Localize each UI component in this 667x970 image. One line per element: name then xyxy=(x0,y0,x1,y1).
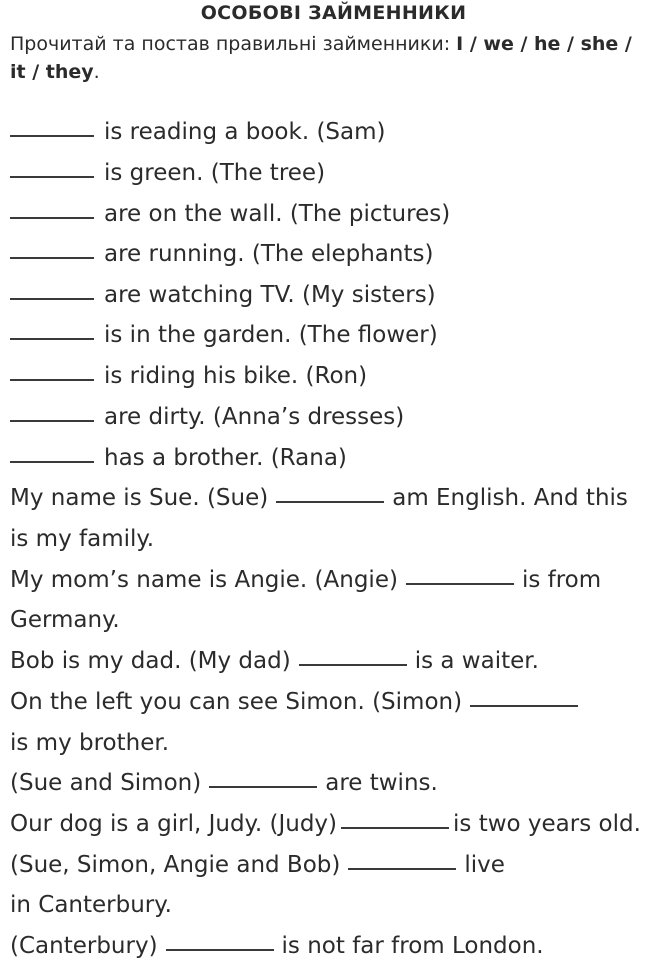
exercise-item-4 xyxy=(10,239,433,269)
answer-blank[interactable] xyxy=(10,217,94,219)
answer-blank[interactable] xyxy=(209,786,317,788)
answer-blank[interactable] xyxy=(10,461,94,463)
sentence-text: are on the wall. (The pictures) xyxy=(104,201,451,227)
sentence-text: are watching TV. (My sisters) xyxy=(104,282,436,308)
instruction-line-1 xyxy=(10,30,660,58)
answer-blank[interactable] xyxy=(406,583,514,585)
sentence-text: has a brother. (Rana) xyxy=(104,445,347,471)
story-text: Germany. xyxy=(10,607,120,633)
exercise-item-9 xyxy=(10,443,347,473)
story-text: (Sue, Simon, Angie and Bob) xyxy=(10,852,341,878)
exercise-item-3 xyxy=(10,199,450,229)
answer-blank[interactable] xyxy=(10,420,94,422)
story-text: On the left you can see Simon. (Simon) xyxy=(10,689,463,715)
answer-blank[interactable] xyxy=(10,135,94,137)
story-line-2 xyxy=(10,524,154,554)
answer-blank[interactable] xyxy=(10,379,94,381)
story-line-10 xyxy=(10,850,505,880)
sentence-text: is green. (The tree) xyxy=(104,160,326,186)
instruction-line-2 xyxy=(10,58,660,86)
sentence-text: are running. (The elephants) xyxy=(104,241,434,267)
instruction-period: . xyxy=(93,61,100,83)
exercise-item-7 xyxy=(10,361,367,391)
answer-blank[interactable] xyxy=(470,705,578,707)
story-line-9 xyxy=(10,809,641,839)
story-text: Our dog is a girl, Judy. (Judy) xyxy=(10,811,338,837)
answer-blank[interactable] xyxy=(10,257,94,259)
answer-blank[interactable] xyxy=(10,298,94,300)
exercise-item-2 xyxy=(10,158,325,188)
story-text: My mom’s name is Angie. (Angie) xyxy=(10,567,398,593)
story-text: Bob is my dad. (My dad) xyxy=(10,648,291,674)
story-text: (Sue and Simon) xyxy=(10,770,202,796)
story-text: is my brother. xyxy=(10,730,170,756)
story-text: (Canterbury) xyxy=(10,933,158,959)
sentence-text: is riding his bike. (Ron) xyxy=(104,363,368,389)
sentence-text: is reading a book. (Sam) xyxy=(104,119,386,145)
answer-blank[interactable] xyxy=(348,868,456,870)
page-title: ОСОБОВІ ЗАЙМЕННИКИ xyxy=(200,2,467,24)
story-line-11 xyxy=(10,890,172,920)
answer-blank[interactable] xyxy=(341,827,449,829)
exercise-item-1 xyxy=(10,117,386,147)
answer-blank[interactable] xyxy=(299,664,407,666)
story-line-5 xyxy=(10,646,539,676)
story-text: is from xyxy=(521,567,602,593)
story-text: My name is Sue. (Sue) xyxy=(10,485,269,511)
story-line-6 xyxy=(10,687,586,717)
story-text: live xyxy=(464,852,505,878)
story-line-12 xyxy=(10,931,544,961)
answer-blank[interactable] xyxy=(166,949,274,951)
story-text: are twins. xyxy=(325,770,438,796)
story-line-7 xyxy=(10,728,169,758)
answer-blank[interactable] xyxy=(10,176,94,178)
sentence-text: are dirty. (Anna’s dresses) xyxy=(104,404,405,430)
story-line-1 xyxy=(10,483,628,513)
exercise-item-5 xyxy=(10,280,436,310)
sentence-text: is in the garden. (The flower) xyxy=(104,322,438,348)
pronoun-options-2: it / they xyxy=(10,61,94,83)
exercise-item-8 xyxy=(10,402,404,432)
story-line-8 xyxy=(10,768,438,798)
exercise-item-6 xyxy=(10,320,438,350)
answer-blank[interactable] xyxy=(276,501,384,503)
story-text: is two years old. xyxy=(453,811,641,837)
story-line-3 xyxy=(10,565,601,595)
story-text: is my family. xyxy=(10,526,155,552)
story-text: is a waiter. xyxy=(414,648,539,674)
story-line-4 xyxy=(10,605,120,635)
story-text: is not far from London. xyxy=(281,933,544,959)
pronoun-options-1: I / we / he / she / xyxy=(456,33,632,55)
story-text: am English. And this xyxy=(392,485,628,511)
story-text: in Canterbury. xyxy=(10,892,172,918)
answer-blank[interactable] xyxy=(10,338,94,340)
instruction-text: Прочитай та постав правильні займенники: xyxy=(10,33,457,55)
